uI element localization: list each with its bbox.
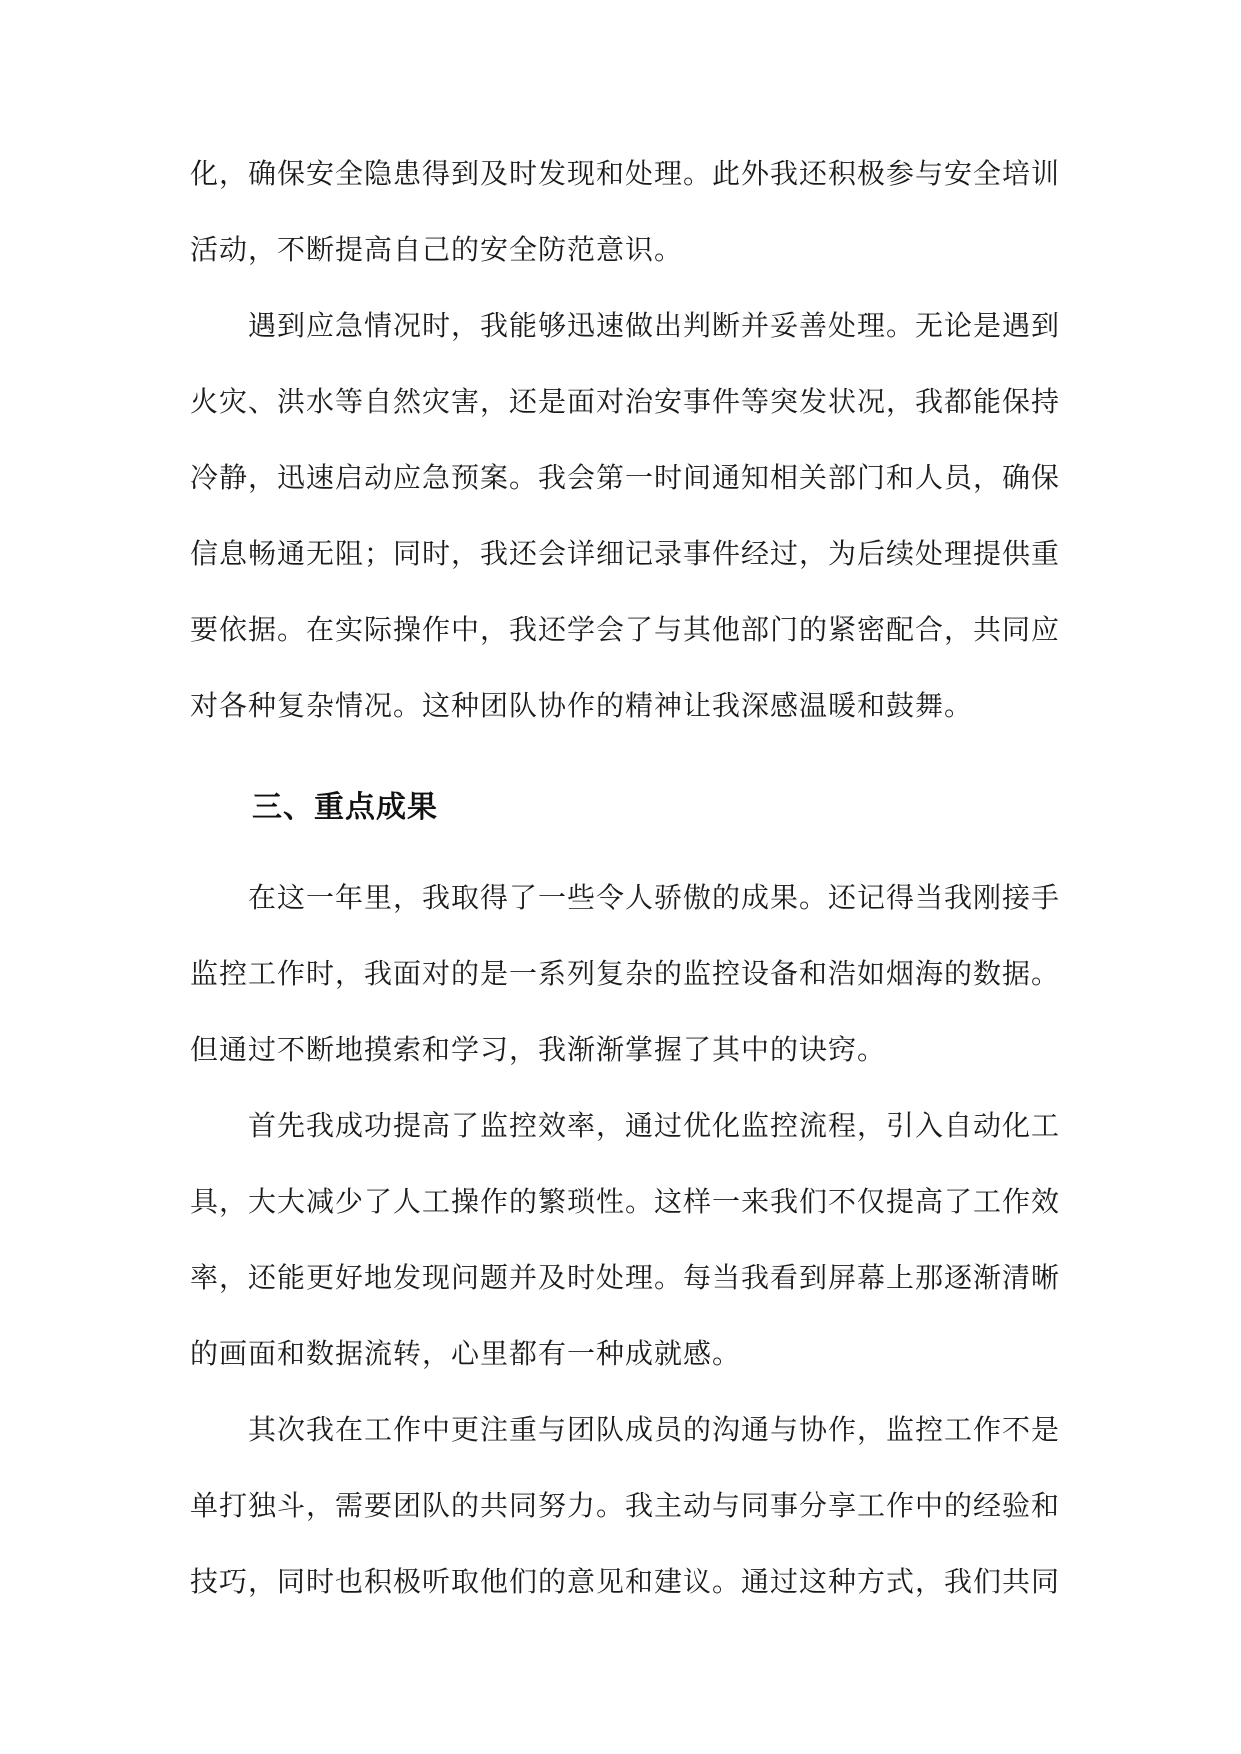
body-text-line: 要依据。在实际操作中，我还学会了与其他部门的紧密配合，共同应: [190, 613, 1061, 646]
body-text-line: 冷静，迅速启动应急预案。我会第一时间通知相关部门和人员，确保: [190, 461, 1061, 494]
body-text-line: 单打独斗，需要团队的共同努力。我主动与同事分享工作中的经验和: [190, 1489, 1061, 1522]
body-text-line: 信息畅通无阻；同时，我还会详细记录事件经过，为后续处理提供重: [190, 537, 1061, 570]
body-text-line: 但通过不断地摸索和学习，我渐渐掌握了其中的诀窍。: [190, 1033, 887, 1066]
body-text-line: 具，大大减少了人工操作的繁琐性。这样一来我们不仅提高了工作效: [190, 1185, 1061, 1218]
body-text-line: 的画面和数据流转，心里都有一种成就感。: [190, 1337, 742, 1370]
body-text-line: 技巧，同时也积极听取他们的意见和建议。通过这种方式，我们共同: [190, 1565, 1061, 1598]
body-text-line: 其次我在工作中更注重与团队成员的沟通与协作，监控工作不是: [190, 1413, 1061, 1446]
body-text-line: 对各种复杂情况。这种团队协作的精神让我深感温暖和鼓舞。: [190, 689, 974, 722]
body-text-line: 率，还能更好地发现问题并及时处理。每当我看到屏幕上那逐渐清晰: [190, 1261, 1061, 1294]
body-text-line: 监控工作时，我面对的是一系列复杂的监控设备和浩如烟海的数据。: [190, 957, 1061, 990]
body-text-line: 火灾、洪水等自然灾害，还是面对治安事件等突发状况，我都能保持: [190, 385, 1061, 418]
body-text-line: 在这一年里，我取得了一些令人骄傲的成果。还记得当我刚接手: [190, 881, 1061, 914]
body-text-line: 遇到应急情况时，我能够迅速做出判断并妥善处理。无论是遇到: [190, 309, 1061, 342]
section-heading: 三、重点成果: [252, 790, 438, 825]
body-text-line: 化，确保安全隐患得到及时发现和处理。此外我还积极参与安全培训: [190, 157, 1061, 190]
body-text-line: 活动，不断提高自己的安全防范意识。: [190, 233, 684, 266]
body-text-line: 首先我成功提高了监控效率，通过优化监控流程，引入自动化工: [190, 1109, 1061, 1142]
